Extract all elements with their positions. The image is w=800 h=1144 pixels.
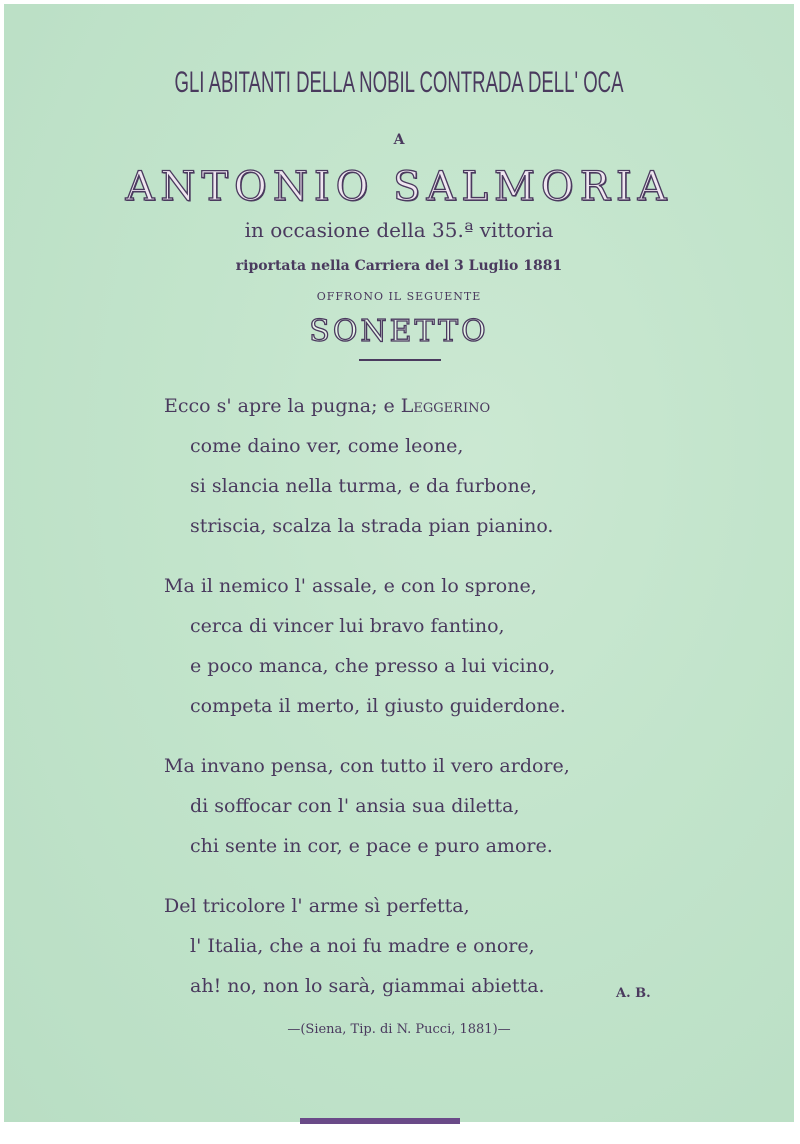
- poem-line: e poco manca, che presso a lui vicino,: [190, 655, 556, 677]
- honoree-name: ANTONIO SALMORIA: [125, 164, 673, 210]
- poem-line: chi sente in cor, e pace e puro amore.: [190, 835, 553, 857]
- poem-line: cerca di vincer lui bravo fantino,: [190, 615, 505, 637]
- horse-name: Leggerino: [400, 395, 491, 417]
- stanza-1: [4, 386, 794, 546]
- poem-line: di soffocar con l' ansia sua diletta,: [190, 795, 520, 817]
- poem-line: si slancia nella turma, e da furbone,: [190, 475, 538, 497]
- dedication-title: GLI ABITANTI DELLA NOBIL CONTRADA DELL' OCA: [174, 66, 624, 99]
- poem-line: striscia, scalza la strada pian pianino.: [190, 515, 554, 537]
- dedication-to: A: [393, 132, 405, 148]
- sonnet-body: [4, 386, 794, 1026]
- stanza-2: [4, 566, 794, 726]
- poem-line: ah! no, non lo sarà, giammai abietta.: [190, 975, 545, 997]
- stanza-3: [4, 746, 794, 866]
- document-sheet: [4, 4, 794, 1122]
- poem-line: l' Italia, che a noi fu madre e onore,: [190, 935, 535, 957]
- poem-line: Ma invano pensa, con tutto il vero ardore,: [164, 755, 570, 777]
- stanza-4: [4, 886, 794, 1006]
- poem-line: Del tricolore l' arme sì perfetta,: [164, 895, 470, 917]
- sonnet-heading: SONETTO: [309, 314, 489, 349]
- occasion-line: in occasione della 35.ª vittoria: [244, 218, 554, 242]
- poem-line: competa il merto, il giusto guiderdone.: [190, 695, 566, 717]
- printer-imprint: —(Siena, Tip. di N. Pucci, 1881)—: [287, 1022, 511, 1037]
- race-line: riportata nella Carriera del 3 Luglio 1881: [235, 258, 563, 274]
- poem-line-text: Ecco s' apre la pugna; e: [164, 395, 401, 417]
- poem-line: Ma il nemico l' assale, e con lo sprone,: [164, 575, 537, 597]
- heading-rule: [359, 359, 441, 361]
- poem-line: come daino ver, come leone,: [190, 435, 464, 457]
- author-initials: A. B.: [616, 986, 651, 1001]
- offer-line: OFFRONO IL SEGUENTE: [316, 290, 482, 303]
- edge-mark: [300, 1118, 460, 1124]
- poem-line: [4, 386, 794, 426]
